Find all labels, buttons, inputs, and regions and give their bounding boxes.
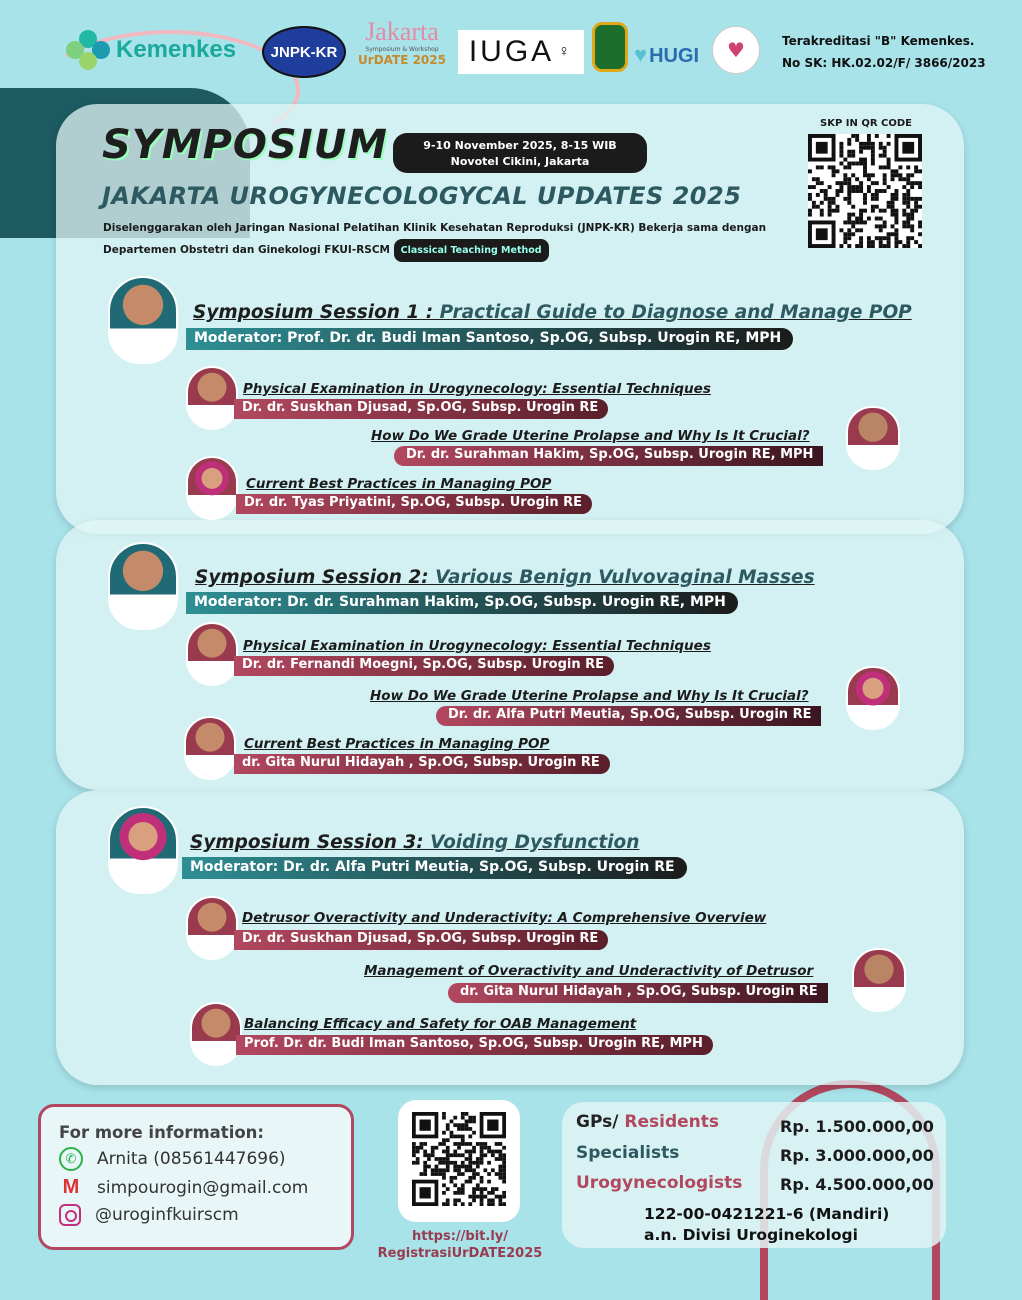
- pogi-logo: [592, 22, 628, 72]
- jnpk-kr-logo: JNPK-KR: [262, 26, 346, 78]
- speaker-photo: [846, 666, 900, 730]
- talk-title: Physical Examination in Urogynecology: Essential Techniques: [243, 638, 711, 654]
- contact-heading: For more information:: [59, 1123, 265, 1142]
- accreditation-line1: Terakreditasi "B" Kemenkes.: [782, 34, 975, 48]
- talk-title: How Do We Grade Uterine Prolapse and Why Is It Crucial?: [371, 428, 810, 444]
- speaker-name: Dr. dr. Suskhan Djusad, Sp.OG, Subsp. Urogin RE: [234, 399, 608, 419]
- accreditation-info: [782, 30, 986, 74]
- whatsapp-icon: ✆: [59, 1147, 83, 1171]
- instagram-icon: [59, 1204, 81, 1226]
- speaker-photo: [186, 366, 238, 430]
- price-value-urogynecologist: Rp. 4.500.000,00: [780, 1175, 934, 1194]
- speaker-photo: [186, 896, 238, 960]
- hugi-logo-text: HUGI: [649, 45, 700, 67]
- contact-phone[interactable]: [59, 1147, 333, 1171]
- speaker-photo: [186, 622, 238, 686]
- organizer-text: [103, 218, 803, 262]
- registration-link-line2: RegistrasiUrDATE2025: [377, 1246, 543, 1261]
- talk-title: Balancing Efficacy and Safety for OAB Management: [244, 1016, 637, 1032]
- speaker-name: Dr. dr. Alfa Putri Meutia, Sp.OG, Subsp. Urogin RE: [436, 706, 821, 726]
- jakarta-logo-sub: Symposium & Workshop: [365, 46, 439, 53]
- speaker-name: Prof. Dr. dr. Budi Iman Santoso, Sp.OG, Subsp. Urogin RE, MPH: [236, 1035, 713, 1055]
- talk-title: Management of Overactivity and Underactivity of Detrusor: [364, 963, 814, 979]
- iuga-logo: IUGA ♀: [458, 30, 584, 74]
- contact-phone-text: Arnita (08561447696): [97, 1149, 286, 1169]
- moderator-photo: [108, 806, 178, 894]
- event-title: SYMPOSIUM: [102, 122, 388, 168]
- jakarta-logo-text: Jakarta: [365, 17, 439, 46]
- contact-email[interactable]: [59, 1176, 333, 1199]
- bank-account-info: [644, 1204, 889, 1246]
- speaker-photo: [186, 456, 238, 520]
- session-3-label: Symposium Session 3:: [190, 832, 431, 853]
- speaker-name: Dr. dr. Surahman Hakim, Sp.OG, Subsp. Urogin RE, MPH: [394, 446, 823, 466]
- skp-label: SKP IN QR CODE: [820, 118, 912, 129]
- teaching-method-badge: Classical Teaching Method: [394, 239, 549, 262]
- session-3-moderator: Moderator: Dr. dr. Alfa Putri Meutia, Sp.OG, Subsp. Urogin RE: [182, 857, 687, 879]
- price-value-specialist: Rp. 3.000.000,00: [780, 1146, 934, 1165]
- contact-instagram[interactable]: [59, 1204, 333, 1226]
- speaker-photo: [846, 406, 900, 470]
- jakarta-logo-year: UrDATE 2025: [358, 53, 446, 67]
- society-seal-logo: ♥: [712, 26, 760, 74]
- kemenkes-logo: [66, 30, 236, 70]
- talk-title: How Do We Grade Uterine Prolapse and Why Is It Crucial?: [370, 688, 809, 704]
- accreditation-line2: No SK: HK.02.02/F/ 3866/2023: [782, 56, 986, 70]
- speaker-photo: [190, 1002, 242, 1066]
- session-1-label: Symposium Session 1 :: [193, 302, 440, 323]
- session-3-title: [190, 832, 639, 853]
- moderator-photo: [108, 276, 178, 364]
- iuga-logo-text: IUGA: [468, 35, 555, 68]
- session-3-topic: Voiding Dysfunction: [430, 832, 640, 853]
- gmail-icon: M: [62, 1176, 80, 1198]
- contact-email-text: simpourogin@gmail.com: [97, 1177, 309, 1198]
- jakarta-urdate-logo: [354, 18, 450, 76]
- event-venue: Novotel Cikini, Jakarta: [450, 155, 590, 168]
- registration-link-line1: https://bit.ly/: [411, 1229, 508, 1244]
- moderator-photo: [108, 542, 178, 630]
- talk-title: Physical Examination in Urogynecology: Essential Techniques: [243, 381, 711, 397]
- kemenkes-mark-icon: [66, 30, 110, 70]
- session-2-label: Symposium Session 2:: [195, 567, 436, 588]
- speaker-photo: [852, 948, 906, 1012]
- price-value-gp: Rp. 1.500.000,00: [780, 1117, 934, 1136]
- talk-title: Current Best Practices in Managing POP: [244, 736, 550, 752]
- date-venue-badge: [393, 133, 647, 173]
- organizer-line2: Departemen Obstetri dan Ginekologi FKUI-RSCM: [103, 244, 390, 256]
- session-2-moderator: Moderator: Dr. dr. Surahman Hakim, Sp.OG, Subsp. Urogin RE, MPH: [186, 592, 738, 614]
- skp-qr-block: [812, 118, 920, 129]
- registration-qr-code[interactable]: [412, 1112, 506, 1206]
- price-label-urogynecologist: Urogynecologists: [576, 1173, 743, 1193]
- talk-title: Detrusor Overactivity and Underactivity: A Comprehensive Overview: [242, 910, 767, 926]
- event-date: 9-10 November 2025, 8-15 WIB: [423, 139, 617, 152]
- hugi-logo: [634, 28, 706, 68]
- skp-qr-code[interactable]: [808, 134, 922, 248]
- bank-account-holder: a.n. Divisi Uroginekologi: [644, 1226, 858, 1244]
- speaker-name: dr. Gita Nurul Hidayah , Sp.OG, Subsp. Urogin RE: [234, 754, 610, 774]
- session-2-title: [195, 567, 815, 588]
- hugi-mark-icon: ♥: [634, 42, 648, 67]
- session-2-topic: Various Benign Vulvovaginal Masses: [435, 567, 815, 588]
- speaker-photo: [184, 716, 236, 780]
- speaker-name: dr. Gita Nurul Hidayah , Sp.OG, Subsp. Urogin RE: [448, 983, 828, 1003]
- price-label-gp: GPs/ Residents: [576, 1112, 719, 1132]
- session-1-topic: Practical Guide to Diagnose and Manage POP: [439, 302, 912, 323]
- speaker-name: Dr. dr. Tyas Priyatini, Sp.OG, Subsp. Urogin RE: [236, 494, 592, 514]
- bank-account-number: 122-00-0421221-6 (Mandiri): [644, 1205, 890, 1223]
- contact-instagram-text: @uroginfkuirscm: [95, 1205, 239, 1225]
- kemenkes-logo-text: Kemenkes: [116, 36, 237, 63]
- organizer-line1: Diselenggarakan oleh Jaringan Nasional Pelatihan Klinik Kesehatan Reproduksi (JNPK-KR) Bekerja sama dengan: [103, 222, 767, 234]
- speaker-name: Dr. dr. Fernandi Moegni, Sp.OG, Subsp. Urogin RE: [234, 656, 614, 676]
- registration-link[interactable]: [374, 1228, 546, 1262]
- talk-title: Current Best Practices in Managing POP: [246, 476, 552, 492]
- price-label-specialist: Specialists: [576, 1143, 680, 1163]
- event-subtitle: JAKARTA UROGYNECOLOGYCAL UPDATES 2025: [102, 182, 742, 210]
- session-1-moderator: Moderator: Prof. Dr. dr. Budi Iman Santoso, Sp.OG, Subsp. Urogin RE, MPH: [186, 328, 793, 350]
- session-1-title: [193, 302, 912, 323]
- contact-info-box: [38, 1104, 354, 1250]
- speaker-name: Dr. dr. Suskhan Djusad, Sp.OG, Subsp. Urogin RE: [234, 930, 608, 950]
